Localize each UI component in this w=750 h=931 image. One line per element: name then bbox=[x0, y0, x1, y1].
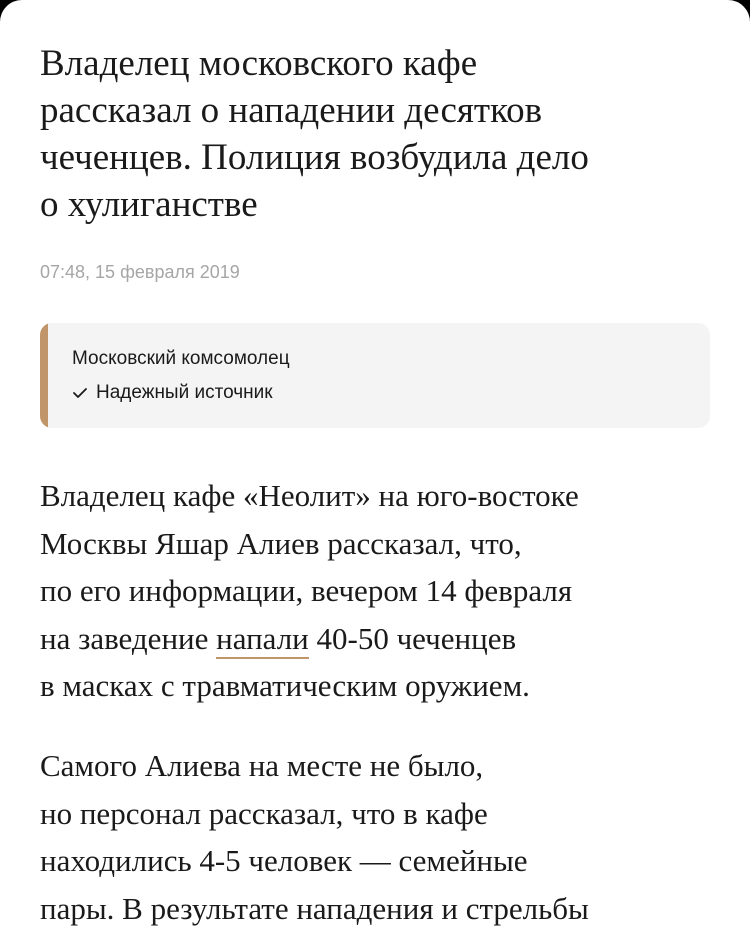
paragraph-line: в масках с травматическим оружием. bbox=[40, 668, 530, 703]
check-icon bbox=[72, 386, 88, 400]
source-accent-bar bbox=[40, 323, 48, 428]
source-name: Московский комсомолец bbox=[72, 348, 290, 369]
source-verified bbox=[72, 381, 273, 405]
source-verified-label: Надежный источник bbox=[96, 382, 273, 403]
article-link[interactable]: напали bbox=[216, 621, 309, 659]
paragraph-line: находились 4-5 человек — семейные bbox=[40, 843, 528, 878]
paragraph-line: Владелец кафе «Неолит» на юго-востоке bbox=[40, 478, 579, 513]
paragraph-text: на заведение bbox=[40, 620, 217, 656]
article-date: 07:48, 15 февраля 2019 bbox=[40, 262, 240, 282]
paragraph-line: по его информации, вечером 14 февраля bbox=[40, 573, 573, 608]
article-paragraph bbox=[40, 742, 720, 931]
title-line: Владелец московского кафе bbox=[40, 43, 478, 84]
paragraph-line: Москвы Яшар Алиев рассказал, что, bbox=[40, 525, 522, 561]
title-line: рассказал о нападении десятков bbox=[40, 90, 543, 131]
article-paragraph bbox=[40, 472, 720, 710]
title-line: чеченцев. Полиция возбудила дело bbox=[40, 137, 589, 178]
title-line: о хулиганстве bbox=[40, 184, 258, 225]
paragraph-line: Самого Алиева на месте не было, bbox=[40, 748, 484, 783]
paragraph-line: но персонал рассказал, что в кафе bbox=[40, 795, 488, 831]
paragraph-text: 40-50 чеченцев bbox=[308, 620, 517, 656]
paragraph-line: пары. В результате нападения и стрельбы bbox=[40, 890, 589, 926]
source-card[interactable] bbox=[40, 323, 710, 428]
article-title bbox=[40, 40, 700, 228]
